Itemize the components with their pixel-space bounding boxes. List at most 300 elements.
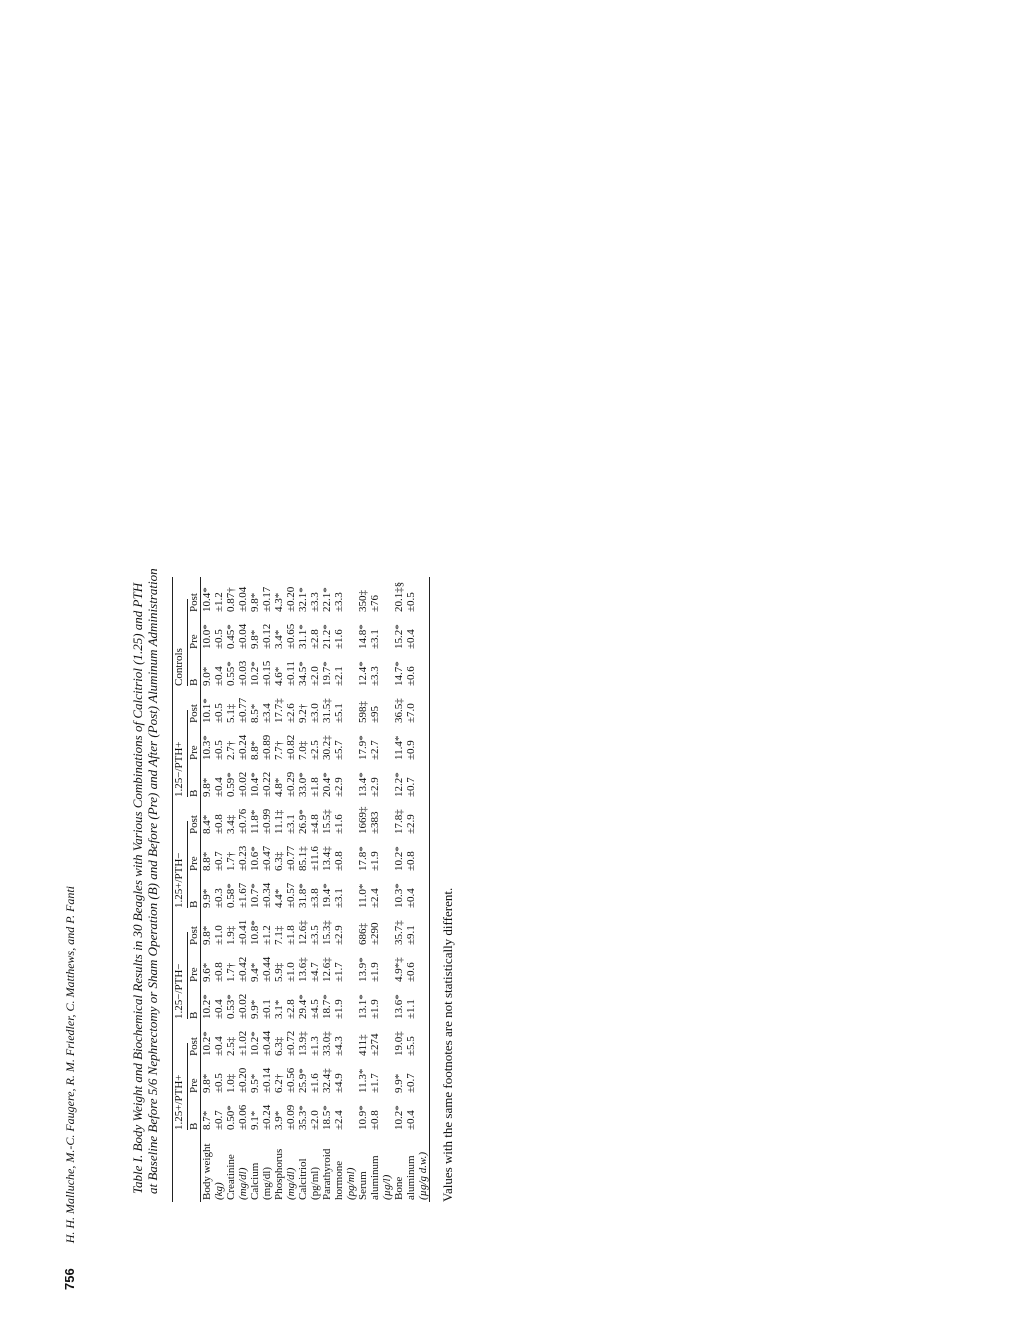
- cell-mean: 11.8*: [249, 809, 261, 834]
- cell-sd: ±383: [369, 811, 381, 834]
- table-cell: [393, 577, 430, 614]
- cell-mean: 36.5‡: [393, 698, 405, 723]
- row-label-unit: (µg/g d.w.): [417, 1152, 429, 1200]
- table-cell: [321, 1095, 357, 1132]
- cell-mean: 6.3‡: [273, 851, 285, 871]
- cell-sd: ±0.1: [261, 999, 273, 1019]
- cell-sd: ±2.9: [333, 777, 345, 797]
- cell-sd: ±1.3: [309, 1036, 321, 1056]
- cell-sd: ±4.5: [309, 999, 321, 1019]
- cell-sd: ±0.24: [237, 734, 249, 760]
- table-cell: [201, 984, 226, 1021]
- cell-sd: ±290: [369, 922, 381, 945]
- cell-sd: ±0.3: [213, 888, 225, 908]
- table-cell: [297, 1095, 321, 1132]
- cell-sd: ±1.9: [369, 999, 381, 1019]
- cell-sd: ±0.29: [285, 771, 297, 797]
- cell-mean: 9.1*: [249, 1110, 261, 1130]
- table-cell: [273, 1021, 297, 1058]
- cell-mean: 0.87†: [225, 587, 237, 612]
- row-label-name: Calcitriol (pg/ml): [297, 1158, 321, 1200]
- cell-sd: ±3.1: [333, 888, 345, 908]
- cell-sd: ±5.7: [333, 740, 345, 760]
- column-header: Post: [188, 1037, 200, 1056]
- row-label-name: Phosphorus: [273, 1148, 285, 1200]
- cell-mean: 10.6*: [249, 846, 261, 871]
- cell-sd: ±2.0: [309, 1110, 321, 1130]
- table-cell: [393, 614, 430, 651]
- cell-mean: 12.4*: [357, 661, 369, 686]
- table-cell: [273, 836, 297, 873]
- cell-mean: 11.0*: [357, 883, 369, 908]
- table-cell: [297, 1021, 321, 1058]
- table-cell: [357, 725, 393, 762]
- table-cell: [321, 947, 357, 984]
- cell-sd: ±0.24: [261, 1104, 273, 1130]
- cell-sd: ±1.0: [285, 962, 297, 982]
- table-cell: [297, 651, 321, 688]
- column-header: B: [188, 900, 200, 908]
- cell-sd: ±3.4: [261, 703, 273, 723]
- row-label: [273, 1132, 297, 1202]
- row-label-name: Body weight: [201, 1143, 213, 1200]
- cell-sd: ±4.8: [309, 814, 321, 834]
- cell-sd: ±2.8: [285, 999, 297, 1019]
- header-corner: [173, 1132, 189, 1202]
- cell-mean: 4.3*: [273, 592, 285, 612]
- cell-mean: 10.2*: [249, 661, 261, 686]
- cell-sd: ±1.6: [333, 814, 345, 834]
- cell-mean: 10.3*: [393, 883, 405, 908]
- cell-mean: 13.4‡: [321, 846, 333, 871]
- cell-sd: ±2.0: [309, 666, 321, 686]
- cell-mean: 9.9*: [249, 999, 261, 1019]
- cell-sd: ±1.7: [333, 962, 345, 982]
- cell-sd: ±0.4: [213, 666, 225, 686]
- cell-mean: 2.5‡: [225, 1036, 237, 1056]
- cell-sd: ±11.6: [309, 846, 321, 871]
- table-cell: [357, 799, 393, 836]
- cell-mean: 13.9*: [357, 957, 369, 982]
- table-cell: [297, 947, 321, 984]
- row-label: [321, 1132, 357, 1202]
- row-label-name: Bone aluminum: [393, 1155, 417, 1200]
- table-cell: [273, 762, 297, 799]
- table-cell: [273, 688, 297, 725]
- cell-sd: ±5.5: [405, 1036, 417, 1056]
- cell-mean: 12.6‡: [297, 920, 309, 945]
- cell-mean: 4.8*: [273, 777, 285, 797]
- row-label-name: Parathyroid hormone: [321, 1148, 345, 1200]
- cell-mean: 8.8*: [249, 740, 261, 760]
- cell-mean: 11.3*: [357, 1068, 369, 1093]
- table-cell: [393, 984, 430, 1021]
- cell-sd: ±0.77: [237, 697, 249, 723]
- cell-mean: 26.9*: [297, 809, 309, 834]
- cell-sd: ±0.03: [237, 660, 249, 686]
- row-label-name: Creatinine: [225, 1154, 237, 1200]
- cell-sd: ±0.09: [285, 1104, 297, 1130]
- cell-sd: ±1.0: [213, 925, 225, 945]
- cell-mean: 13.6‡: [297, 957, 309, 982]
- cell-mean: 10.4*: [201, 587, 213, 612]
- cell-sd: ±0.44: [261, 1030, 273, 1056]
- cell-sd: ±2.4: [333, 1110, 345, 1130]
- cell-mean: 13.1*: [357, 994, 369, 1019]
- table-cell: [249, 984, 273, 1021]
- table-row: [297, 577, 321, 1202]
- table-head: [173, 577, 201, 1202]
- table-row: [249, 577, 273, 1202]
- table-cell: [201, 799, 226, 836]
- cell-mean: 10.2*: [201, 1031, 213, 1056]
- cell-sd: ±0.72: [285, 1030, 297, 1056]
- cell-mean: 0.55*: [225, 661, 237, 686]
- table-cell: [297, 873, 321, 910]
- cell-mean: 20.1‡§: [393, 581, 405, 612]
- row-label-name: Serum aluminum: [357, 1155, 381, 1200]
- column-header: B: [188, 789, 200, 797]
- cell-mean: 10.3*: [201, 735, 213, 760]
- table-row: [225, 577, 249, 1202]
- page-header: [62, 770, 80, 1290]
- cell-mean: 350‡: [357, 590, 369, 612]
- column-header: Pre: [188, 634, 200, 649]
- cell-mean: 8.8*: [201, 851, 213, 871]
- cell-sd: ±3.1: [369, 629, 381, 649]
- table-cell: [225, 984, 249, 1021]
- column-header: Post: [188, 704, 200, 723]
- cell-mean: 31.8*: [297, 883, 309, 908]
- row-label: [357, 1132, 393, 1202]
- cell-sd: ±0.06: [237, 1104, 249, 1130]
- cell-mean: 15.5‡: [321, 809, 333, 834]
- cell-mean: 14.8*: [357, 624, 369, 649]
- table-cell: [321, 577, 357, 614]
- cell-sd: ±0.23: [237, 845, 249, 871]
- cell-sd: ±0.41: [237, 919, 249, 945]
- cell-mean: 8.7*: [201, 1110, 213, 1130]
- cell-mean: 4.4*: [273, 888, 285, 908]
- table-cell: [357, 762, 393, 799]
- cell-sd: ±0.20: [285, 586, 297, 612]
- cell-mean: 10.2*: [393, 846, 405, 871]
- table-cell: [297, 762, 321, 799]
- cell-mean: 17.7‡: [273, 698, 285, 723]
- cell-sd: ±0.5: [213, 740, 225, 760]
- table-cell: [201, 873, 226, 910]
- table-cell: [225, 651, 249, 688]
- cell-sd: ±0.42: [237, 956, 249, 982]
- cell-mean: 5.1‡: [225, 703, 237, 723]
- cell-sd: ±0.22: [261, 771, 273, 797]
- cell-mean: 9.5*: [249, 1073, 261, 1093]
- table-cell: [357, 836, 393, 873]
- table-cell: [321, 725, 357, 762]
- cell-sd: ±4.9: [333, 1073, 345, 1093]
- table-cell: [201, 651, 226, 688]
- cell-mean: 29.4*: [297, 994, 309, 1019]
- cell-sd: ±0.6: [405, 962, 417, 982]
- cell-sd: ±2.9: [405, 814, 417, 834]
- cell-sd: ±0.65: [285, 623, 297, 649]
- cell-mean: 18.7*: [321, 994, 333, 1019]
- table-cell: [393, 651, 430, 688]
- cell-mean: 31.5‡: [321, 698, 333, 723]
- group-header-label: 1.25−/PTH−: [173, 932, 188, 1019]
- cell-mean: 4.9*‡: [393, 957, 405, 982]
- cell-mean: 1669‡: [357, 806, 369, 834]
- cell-mean: 10.4*: [249, 772, 261, 797]
- cell-sd: ±0.15: [261, 660, 273, 686]
- cell-sd: ±0.4: [405, 1110, 417, 1130]
- caption-line-1: Table I. Body Weight and Biochemical Results in 30 Beagles with Various Combinations of Calcitriol (1.25) and PTH: [130, 582, 145, 1194]
- table-row: [273, 577, 297, 1202]
- cell-sd: ±0.17: [261, 586, 273, 612]
- table-cell: [273, 799, 297, 836]
- cell-mean: 10.2*: [393, 1105, 405, 1130]
- row-label-unit: (mg/dl): [237, 1167, 249, 1200]
- table-cell: [225, 910, 249, 947]
- table-cell: [249, 836, 273, 873]
- cell-mean: 17.9*: [357, 735, 369, 760]
- cell-sd: ±0.76: [237, 808, 249, 834]
- cell-sd: ±0.04: [237, 623, 249, 649]
- group-header: [173, 799, 189, 910]
- cell-sd: ±0.4: [405, 888, 417, 908]
- table-cell: [321, 688, 357, 725]
- cell-sd: ±9.1: [405, 925, 417, 945]
- table-cell: [393, 947, 430, 984]
- cell-sd: ±0.04: [237, 586, 249, 612]
- cell-mean: 13.9‡: [297, 1031, 309, 1056]
- table-cell: [357, 947, 393, 984]
- cell-sd: ±0.7: [405, 777, 417, 797]
- cell-mean: 85.1‡: [297, 846, 309, 871]
- results-table: [172, 577, 430, 1202]
- cell-sd: ±1.6: [309, 1073, 321, 1093]
- table-cell: [393, 725, 430, 762]
- table-cell: [273, 1058, 297, 1095]
- row-label-unit: (kg): [213, 1182, 225, 1200]
- table-cell: [297, 836, 321, 873]
- cell-mean: 9.8*: [201, 777, 213, 797]
- cell-mean: 9.8*: [249, 629, 261, 649]
- table-cell: [393, 762, 430, 799]
- column-header: Pre: [188, 967, 200, 982]
- cell-sd: ±0.99: [261, 808, 273, 834]
- row-label: [225, 1132, 249, 1202]
- table-cell: [321, 910, 357, 947]
- table-cell: [273, 651, 297, 688]
- table-cell: [249, 947, 273, 984]
- cell-sd: ±0.8: [405, 851, 417, 871]
- table-cell: [225, 873, 249, 910]
- cell-mean: 18.5*: [321, 1105, 333, 1130]
- table-cell: [249, 688, 273, 725]
- table-cell: [297, 614, 321, 651]
- table-cell: [393, 836, 430, 873]
- table-cell: [201, 947, 226, 984]
- cell-mean: 1.9‡: [225, 925, 237, 945]
- column-header: Pre: [188, 1078, 200, 1093]
- cell-sd: ±4.7: [309, 962, 321, 982]
- cell-mean: 8.5*: [249, 703, 261, 723]
- cell-mean: 15.3‡: [321, 920, 333, 945]
- table-cell: [249, 1095, 273, 1132]
- cell-sd: ±1.2: [213, 592, 225, 612]
- table-cell: [321, 799, 357, 836]
- cell-mean: 7.0‡: [297, 740, 309, 760]
- caption-line-2: at Baseline Before 5/6 Nephrectomy or Sham Operation (B) and Before (Pre) and After (Post) Aluminum Administration: [145, 568, 160, 1194]
- cell-sd: ±2.7: [369, 740, 381, 760]
- column-header: Post: [188, 926, 200, 945]
- table-cell: [321, 614, 357, 651]
- table-cell: [321, 873, 357, 910]
- table-cell: [357, 577, 393, 614]
- cell-sd: ±0.77: [285, 845, 297, 871]
- cell-sd: ±0.82: [285, 734, 297, 760]
- cell-mean: 12.2*: [393, 772, 405, 797]
- table-cell: [201, 725, 226, 762]
- cell-mean: 10.1*: [201, 698, 213, 723]
- group-header-label: Controls: [173, 599, 188, 686]
- cell-sd: ±7.0: [405, 703, 417, 723]
- cell-mean: 30.2‡: [321, 735, 333, 760]
- table-cell: [225, 947, 249, 984]
- cell-mean: 33.0*: [297, 772, 309, 797]
- rotated-page-content: [130, 112, 750, 1202]
- cell-mean: 25.9*: [297, 1068, 309, 1093]
- table-cell: [201, 1021, 226, 1058]
- table-cell: [321, 836, 357, 873]
- cell-mean: 9.4*: [249, 962, 261, 982]
- cell-sd: ±0.4: [213, 777, 225, 797]
- cell-mean: 0.58*: [225, 883, 237, 908]
- table-row: [357, 577, 393, 1202]
- cell-mean: 13.4*: [357, 772, 369, 797]
- author-line: H. H. Malluche, M.-C. Faugere, R. M. Friedler, C. Matthews, and P. Fanti: [63, 886, 77, 1244]
- cell-sd: ±1.6: [333, 629, 345, 649]
- table-cell: [393, 873, 430, 910]
- cell-mean: 17.8*: [357, 846, 369, 871]
- table-cell: [249, 873, 273, 910]
- group-header: [173, 910, 189, 1021]
- table-row: [201, 577, 226, 1202]
- cell-sd: ±3.8: [309, 888, 321, 908]
- cell-sd: ±1.9: [369, 851, 381, 871]
- table-cell: [393, 1058, 430, 1095]
- table-row: [393, 577, 430, 1202]
- cell-sd: ±2.1: [333, 666, 345, 686]
- table-row: [321, 577, 357, 1202]
- cell-mean: 8.4*: [201, 814, 213, 834]
- table-cell: [297, 984, 321, 1021]
- cell-sd: ±0.8: [333, 851, 345, 871]
- cell-sd: ±0.8: [369, 1110, 381, 1130]
- column-header: B: [188, 678, 200, 686]
- cell-sd: ±0.44: [261, 956, 273, 982]
- table-cell: [297, 1058, 321, 1095]
- table-cell: [225, 836, 249, 873]
- cell-sd: ±76: [369, 594, 381, 612]
- cell-sd: ±0.9: [405, 740, 417, 760]
- cell-sd: ±2.8: [309, 629, 321, 649]
- row-label-unit: (mg/dl): [285, 1167, 297, 1200]
- cell-mean: 0.45*: [225, 624, 237, 649]
- cell-mean: 0.50*: [225, 1105, 237, 1130]
- table-cell: [393, 799, 430, 836]
- table-cell: [393, 910, 430, 947]
- cell-mean: 11.4*: [393, 735, 405, 760]
- table-cell: [297, 725, 321, 762]
- cell-sd: ±0.20: [237, 1067, 249, 1093]
- table-cell: [225, 688, 249, 725]
- column-header: B: [188, 1122, 200, 1130]
- table-cell: [273, 614, 297, 651]
- cell-sd: ±3.0: [309, 703, 321, 723]
- cell-sd: ±0.7: [213, 851, 225, 871]
- table-cell: [273, 873, 297, 910]
- row-label: [393, 1132, 430, 1202]
- table-cell: [273, 1095, 297, 1132]
- cell-sd: ±4.3: [333, 1036, 345, 1056]
- cell-sd: ±0.34: [261, 882, 273, 908]
- cell-sd: ±0.47: [261, 845, 273, 871]
- cell-mean: 9.9*: [393, 1073, 405, 1093]
- table-cell: [225, 799, 249, 836]
- cell-sd: ±1.67: [237, 882, 249, 908]
- table-cell: [201, 1058, 226, 1095]
- table-cell: [357, 651, 393, 688]
- table-cell: [249, 799, 273, 836]
- cell-mean: 21.2*: [321, 624, 333, 649]
- cell-mean: 9.2†: [297, 703, 309, 723]
- table-cell: [225, 762, 249, 799]
- cell-sd: ±0.4: [213, 1036, 225, 1056]
- group-header-label: 1.25+/PTH+: [173, 1043, 188, 1130]
- cell-sd: ±0.8: [213, 814, 225, 834]
- cell-sd: ±2.9: [333, 925, 345, 945]
- group-header: [173, 1021, 189, 1132]
- cell-mean: 686‡: [357, 923, 369, 945]
- cell-mean: 1.0‡: [225, 1073, 237, 1093]
- table-cell: [201, 762, 226, 799]
- table-cell: [357, 984, 393, 1021]
- table-cell: [225, 577, 249, 614]
- cell-mean: 0.53*: [225, 994, 237, 1019]
- table-cell: [249, 651, 273, 688]
- table-cell: [273, 947, 297, 984]
- cell-mean: 7.1‡: [273, 925, 285, 945]
- cell-mean: 7.7†: [273, 740, 285, 760]
- cell-mean: 0.59*: [225, 772, 237, 797]
- table-cell: [321, 1058, 357, 1095]
- table-cell: [273, 577, 297, 614]
- cell-mean: 3.4‡: [225, 814, 237, 834]
- table-cell: [297, 688, 321, 725]
- row-label: [297, 1132, 321, 1202]
- cell-mean: 411‡: [357, 1034, 369, 1056]
- column-header: Post: [188, 815, 200, 834]
- cell-mean: 31.1*: [297, 624, 309, 649]
- cell-sd: ±0.5: [213, 703, 225, 723]
- table-cell: [249, 1021, 273, 1058]
- cell-mean: 13.6*: [393, 994, 405, 1019]
- cell-sd: ±0.6: [405, 666, 417, 686]
- cell-sd: ±0.12: [261, 623, 273, 649]
- table-caption: [130, 112, 160, 1194]
